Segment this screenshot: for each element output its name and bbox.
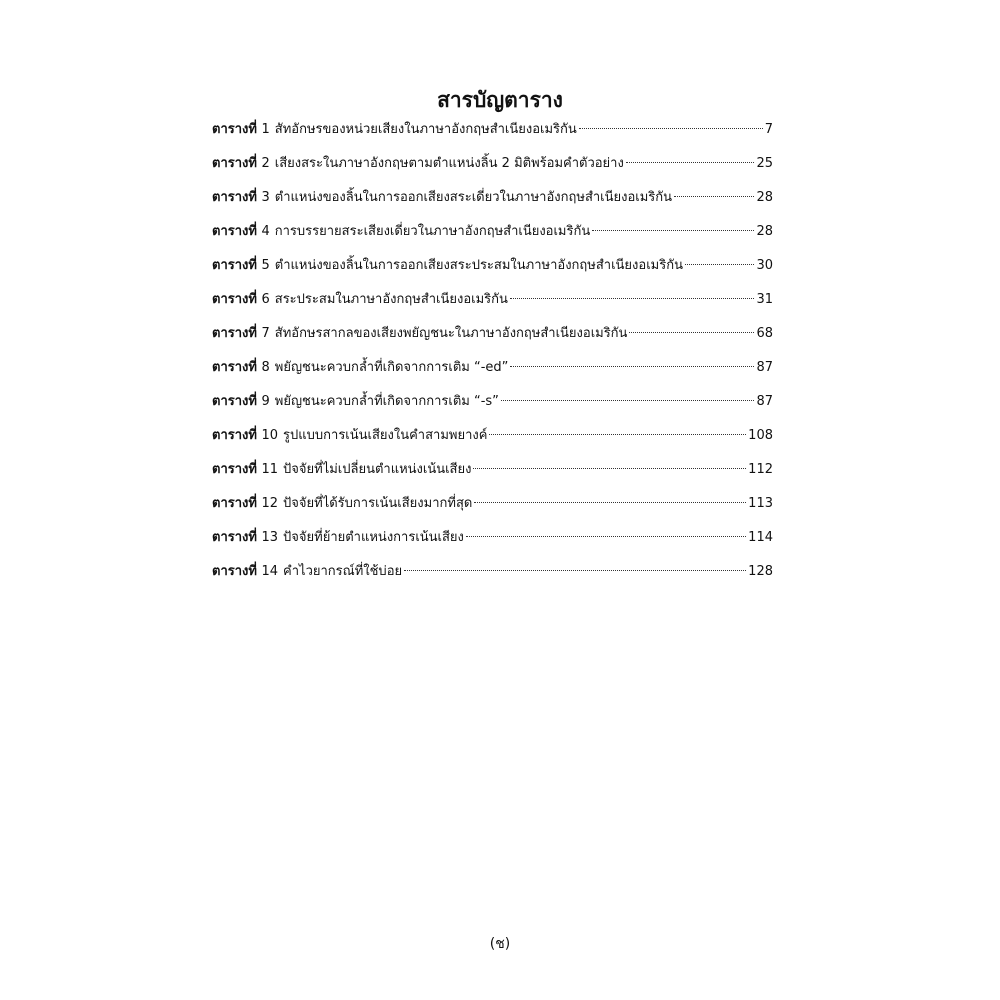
toc-label-word: ตารางที่ <box>212 462 257 477</box>
toc-entry <box>212 425 773 459</box>
dot-leader <box>474 502 746 503</box>
page-number: (ช) <box>489 936 511 952</box>
toc-label-word: ตารางที่ <box>212 496 257 511</box>
toc-entry-label <box>212 323 270 345</box>
toc-entry-number: 14 <box>261 564 279 579</box>
toc-entry <box>212 187 773 221</box>
toc-entry-number: 11 <box>261 462 279 477</box>
toc-entry-page: 87 <box>756 394 773 409</box>
toc-entry-label <box>212 153 270 175</box>
toc-entry <box>212 357 773 391</box>
toc-entry-page: 28 <box>756 224 773 239</box>
toc-entry-page: 7 <box>764 122 773 137</box>
toc-entry-number: 13 <box>261 530 279 545</box>
toc-entry <box>212 255 773 289</box>
toc-entry-number: 6 <box>261 292 270 307</box>
toc-entry-label <box>212 391 270 413</box>
toc-entry-title: สระประสมในภาษาอังกฤษสำเนียงอเมริกัน <box>274 292 508 307</box>
toc-entry-page: 128 <box>748 564 773 579</box>
toc-entry-page: 108 <box>748 428 773 443</box>
toc-entry-page: 31 <box>756 292 773 307</box>
toc-entry-label <box>212 119 270 141</box>
toc-entry-title: พยัญชนะควบกล้ำที่เกิดจากการเติม “-s” <box>274 394 499 409</box>
toc-entry-label <box>212 459 278 481</box>
dot-leader <box>685 264 755 265</box>
page-title: สารบัญตาราง <box>437 88 563 112</box>
toc-label-word: ตารางที่ <box>212 122 257 137</box>
toc-label-word: ตารางที่ <box>212 156 257 171</box>
toc-entry-title: คำไวยากรณ์ที่ใช้บ่อย <box>283 564 403 579</box>
toc-entry-page: 28 <box>756 190 773 205</box>
toc-entry-number: 1 <box>261 122 270 137</box>
toc-entry <box>212 289 773 323</box>
toc-entry <box>212 527 773 561</box>
toc-entry-title: ปัจจัยที่ย้ายตำแหน่งการเน้นเสียง <box>283 530 464 545</box>
toc-label-word: ตารางที่ <box>212 428 257 443</box>
dot-leader <box>501 400 755 401</box>
toc-label-word: ตารางที่ <box>212 224 257 239</box>
dot-leader <box>404 570 746 571</box>
toc-entry-title: สัทอักษรของหน่วยเสียงในภาษาอังกฤษสำเนียงอเมริกัน <box>274 122 577 137</box>
toc-entry-page: 87 <box>756 360 773 375</box>
toc-entry-number: 4 <box>261 224 270 239</box>
toc-entry-page: 25 <box>756 156 773 171</box>
toc-entry-number: 3 <box>261 190 270 205</box>
dot-leader <box>626 162 755 163</box>
toc-entry-label <box>212 255 270 277</box>
toc-entry-number: 8 <box>261 360 270 375</box>
toc-label-word: ตารางที่ <box>212 564 257 579</box>
dot-leader <box>674 196 754 197</box>
toc-entry-label <box>212 493 278 515</box>
toc-entry <box>212 221 773 255</box>
toc-label-word: ตารางที่ <box>212 190 257 205</box>
toc-entry-title: พยัญชนะควบกล้ำที่เกิดจากการเติม “-ed” <box>274 360 509 375</box>
table-of-tables <box>212 119 773 595</box>
toc-label-word: ตารางที่ <box>212 258 257 273</box>
toc-entry-title: ตำแหน่งของลิ้นในการออกเสียงสระเดี่ยวในภาษาอังกฤษสำเนียงอเมริกัน <box>274 190 673 205</box>
toc-entry-title: การบรรยายสระเสียงเดี่ยวในภาษาอังกฤษสำเนียงอเมริกัน <box>274 224 591 239</box>
toc-entry-number: 12 <box>261 496 279 511</box>
toc-entry-label <box>212 527 278 549</box>
toc-entry <box>212 561 773 595</box>
dot-leader <box>473 468 746 469</box>
toc-label-word: ตารางที่ <box>212 292 257 307</box>
toc-entry <box>212 323 773 357</box>
toc-entry-page: 112 <box>748 462 773 477</box>
toc-label-word: ตารางที่ <box>212 530 257 545</box>
toc-entry <box>212 153 773 187</box>
toc-entry-label <box>212 357 270 379</box>
toc-entry-title: ตำแหน่งของลิ้นในการออกเสียงสระประสมในภาษาอังกฤษสำเนียงอเมริกัน <box>274 258 683 273</box>
toc-entry-title: ปัจจัยที่ได้รับการเน้นเสียงมากที่สุด <box>283 496 473 511</box>
toc-entry-title: ปัจจัยที่ไม่เปลี่ยนตำแหน่งเน้นเสียง <box>283 462 472 477</box>
toc-label-word: ตารางที่ <box>212 394 257 409</box>
toc-entry-title: เสียงสระในภาษาอังกฤษตามตำแหน่งลิ้น 2 มิติพร้อมคำตัวอย่าง <box>274 156 624 171</box>
dot-leader <box>510 298 755 299</box>
toc-entry-label <box>212 187 270 209</box>
toc-entry-page: 114 <box>748 530 773 545</box>
toc-entry <box>212 493 773 527</box>
toc-entry-number: 9 <box>261 394 270 409</box>
toc-entry-label <box>212 221 270 243</box>
toc-entry-label <box>212 289 270 311</box>
toc-entry-title: สัทอักษรสากลของเสียงพยัญชนะในภาษาอังกฤษสำเนียงอเมริกัน <box>274 326 628 341</box>
toc-entry-page: 68 <box>756 326 773 341</box>
dot-leader <box>510 366 754 367</box>
toc-label-word: ตารางที่ <box>212 360 257 375</box>
toc-entry-label <box>212 561 278 583</box>
dot-leader <box>489 434 746 435</box>
dot-leader <box>629 332 754 333</box>
toc-entry <box>212 391 773 425</box>
toc-entry <box>212 459 773 493</box>
toc-entry-number: 2 <box>261 156 270 171</box>
toc-entry-label <box>212 425 278 447</box>
dot-leader <box>592 230 754 231</box>
toc-entry-number: 5 <box>261 258 270 273</box>
toc-entry-page: 113 <box>748 496 773 511</box>
dot-leader <box>466 536 746 537</box>
toc-entry-number: 10 <box>261 428 279 443</box>
toc-entry <box>212 119 773 153</box>
toc-entry-number: 7 <box>261 326 270 341</box>
toc-entry-title: รูปแบบการเน้นเสียงในคำสามพยางค์ <box>283 428 488 443</box>
toc-label-word: ตารางที่ <box>212 326 257 341</box>
toc-entry-page: 30 <box>756 258 773 273</box>
dot-leader <box>579 128 763 129</box>
